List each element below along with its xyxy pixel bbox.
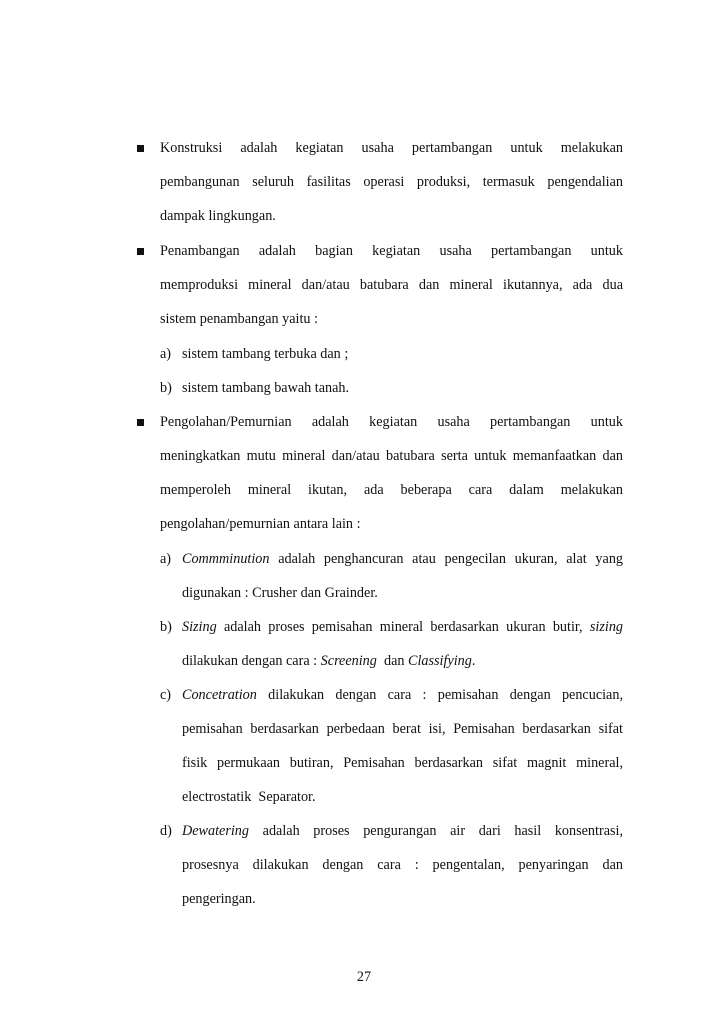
list-item-text: dilakukan dengan cara : xyxy=(182,653,318,669)
list-item: sistem tambang bawah tanah. xyxy=(182,380,350,396)
term: Screening xyxy=(320,653,377,669)
list-item-text: adalah penghancuran atau pengecilan ukuran, alat yang xyxy=(278,551,624,567)
term: Sizing xyxy=(182,619,217,635)
list-item-line xyxy=(182,618,623,636)
paragraph-line: pengolahan/pemurnian antara lain : xyxy=(160,516,361,532)
paragraph-line: memperoleh mineral ikutan, ada beberapa cara dalam melakukan xyxy=(160,482,623,498)
list-item-line xyxy=(182,652,475,670)
list-item-line xyxy=(182,822,623,840)
paragraph-line: dampak lingkungan. xyxy=(160,208,276,224)
list-marker: a) xyxy=(160,346,172,362)
term: sizing xyxy=(589,619,624,635)
paragraph-line: Penambangan adalah bagian kegiatan usaha pertambangan untuk xyxy=(160,243,623,259)
list-item-line: prosesnya dilakukan dengan cara : pengentalan, penyaringan dan xyxy=(182,857,623,873)
paragraph-line: pembangunan seluruh fasilitas operasi produksi, termasuk pengendalian xyxy=(160,174,623,190)
paragraph-line: Konstruksi adalah kegiatan usaha pertambangan untuk melakukan xyxy=(160,140,623,156)
list-item-line xyxy=(182,550,623,568)
list-item-line xyxy=(182,686,623,704)
page-number: 27 xyxy=(356,969,372,985)
paragraph-line: meningkatkan mutu mineral dan/atau batubara serta untuk memanfaatkan dan xyxy=(160,448,623,464)
term: Classifying xyxy=(408,653,472,669)
list-item-line: electrostatik Separator. xyxy=(182,789,316,805)
list-marker: d) xyxy=(160,823,172,839)
list-marker: b) xyxy=(160,619,172,635)
list-item-line: fisik permukaan butiran, Pemisahan berdasarkan sifat magnit mineral, xyxy=(182,755,623,771)
bullet-icon xyxy=(137,248,144,255)
list-marker: b) xyxy=(160,380,172,396)
bullet-icon xyxy=(137,419,144,426)
paragraph-line: memproduksi mineral dan/atau batubara dan mineral ikutannya, ada dua xyxy=(160,277,623,293)
term: Commminution xyxy=(182,551,270,567)
list-item-text: adalah proses pengurangan air dari hasil konsentrasi, xyxy=(262,823,623,839)
list-item-text: dilakukan dengan cara : pemisahan dengan pencucian, xyxy=(268,687,623,703)
list-item-text: adalah proses pemisahan mineral berdasarkan ukuran butir, xyxy=(223,619,583,635)
list-item-text: . xyxy=(471,653,476,669)
list-item-text: dan xyxy=(383,653,405,669)
paragraph-line: Pengolahan/Pemurnian adalah kegiatan usaha pertambangan untuk xyxy=(160,414,623,430)
list-item: sistem tambang terbuka dan ; xyxy=(182,346,349,362)
list-item-line: pemisahan berdasarkan perbedaan berat isi, Pemisahan berdasarkan sifat xyxy=(182,721,623,737)
term: Concetration xyxy=(182,687,257,703)
list-item-line: pengeringan. xyxy=(182,891,256,907)
list-item-line: digunakan : Crusher dan Grainder. xyxy=(182,585,378,601)
bullet-icon xyxy=(137,145,144,152)
list-marker: c) xyxy=(160,687,172,703)
term: Dewatering xyxy=(182,823,249,839)
paragraph-line: sistem penambangan yaitu : xyxy=(160,311,318,327)
list-marker: a) xyxy=(160,551,172,567)
